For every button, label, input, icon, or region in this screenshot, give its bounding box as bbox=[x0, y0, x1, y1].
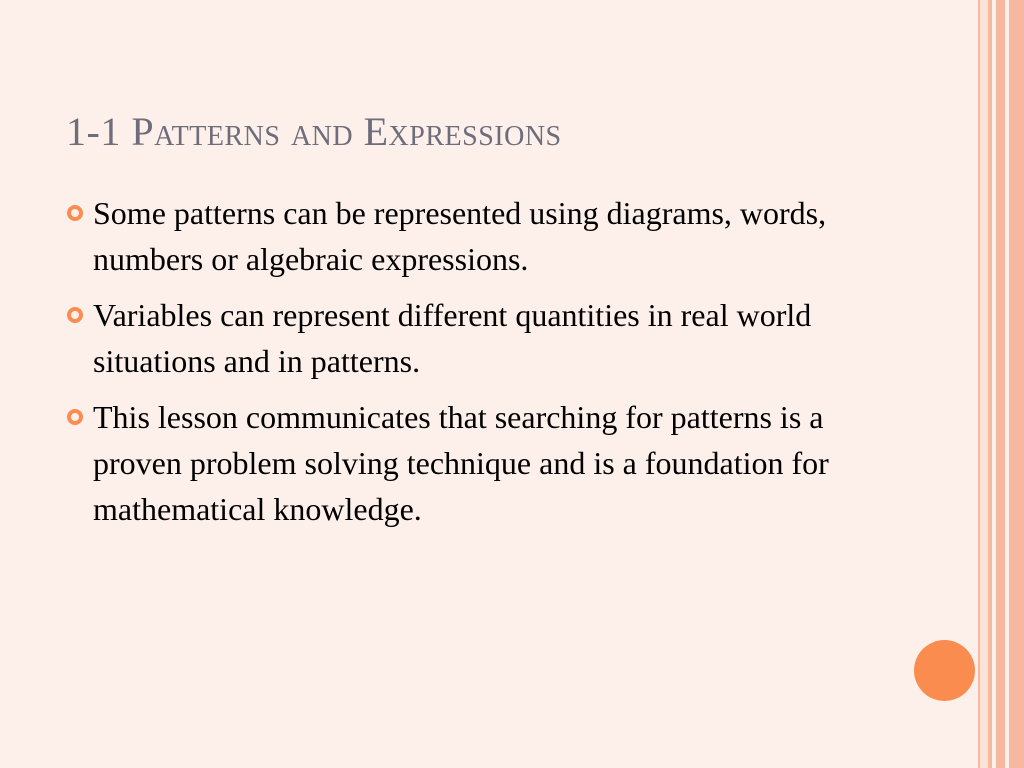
edge-stripe bbox=[1009, 0, 1024, 768]
circle-bullet-icon bbox=[66, 204, 84, 222]
slide-title: 1-1 Patterns and Expressions bbox=[66, 109, 562, 154]
bullet-list bbox=[66, 190, 866, 542]
edge-stripe bbox=[980, 0, 988, 768]
bullet-item bbox=[66, 190, 866, 282]
circle-bullet-icon bbox=[66, 408, 84, 426]
circle-bullet-icon bbox=[66, 306, 84, 324]
orange-circle-decoration bbox=[914, 640, 975, 701]
bullet-text: Variables can represent different quantities in real world situations and in patterns. bbox=[93, 297, 812, 379]
bullet-item bbox=[66, 394, 866, 532]
bullet-text: This lesson communicates that searching for patterns is a proven problem solving technique and is a foundation for mathematical knowledge. bbox=[93, 399, 829, 527]
edge-stripe bbox=[996, 0, 1005, 768]
bullet-text: Some patterns can be represented using diagrams, words, numbers or algebraic expressions. bbox=[93, 195, 827, 277]
bullet-item bbox=[66, 292, 866, 384]
